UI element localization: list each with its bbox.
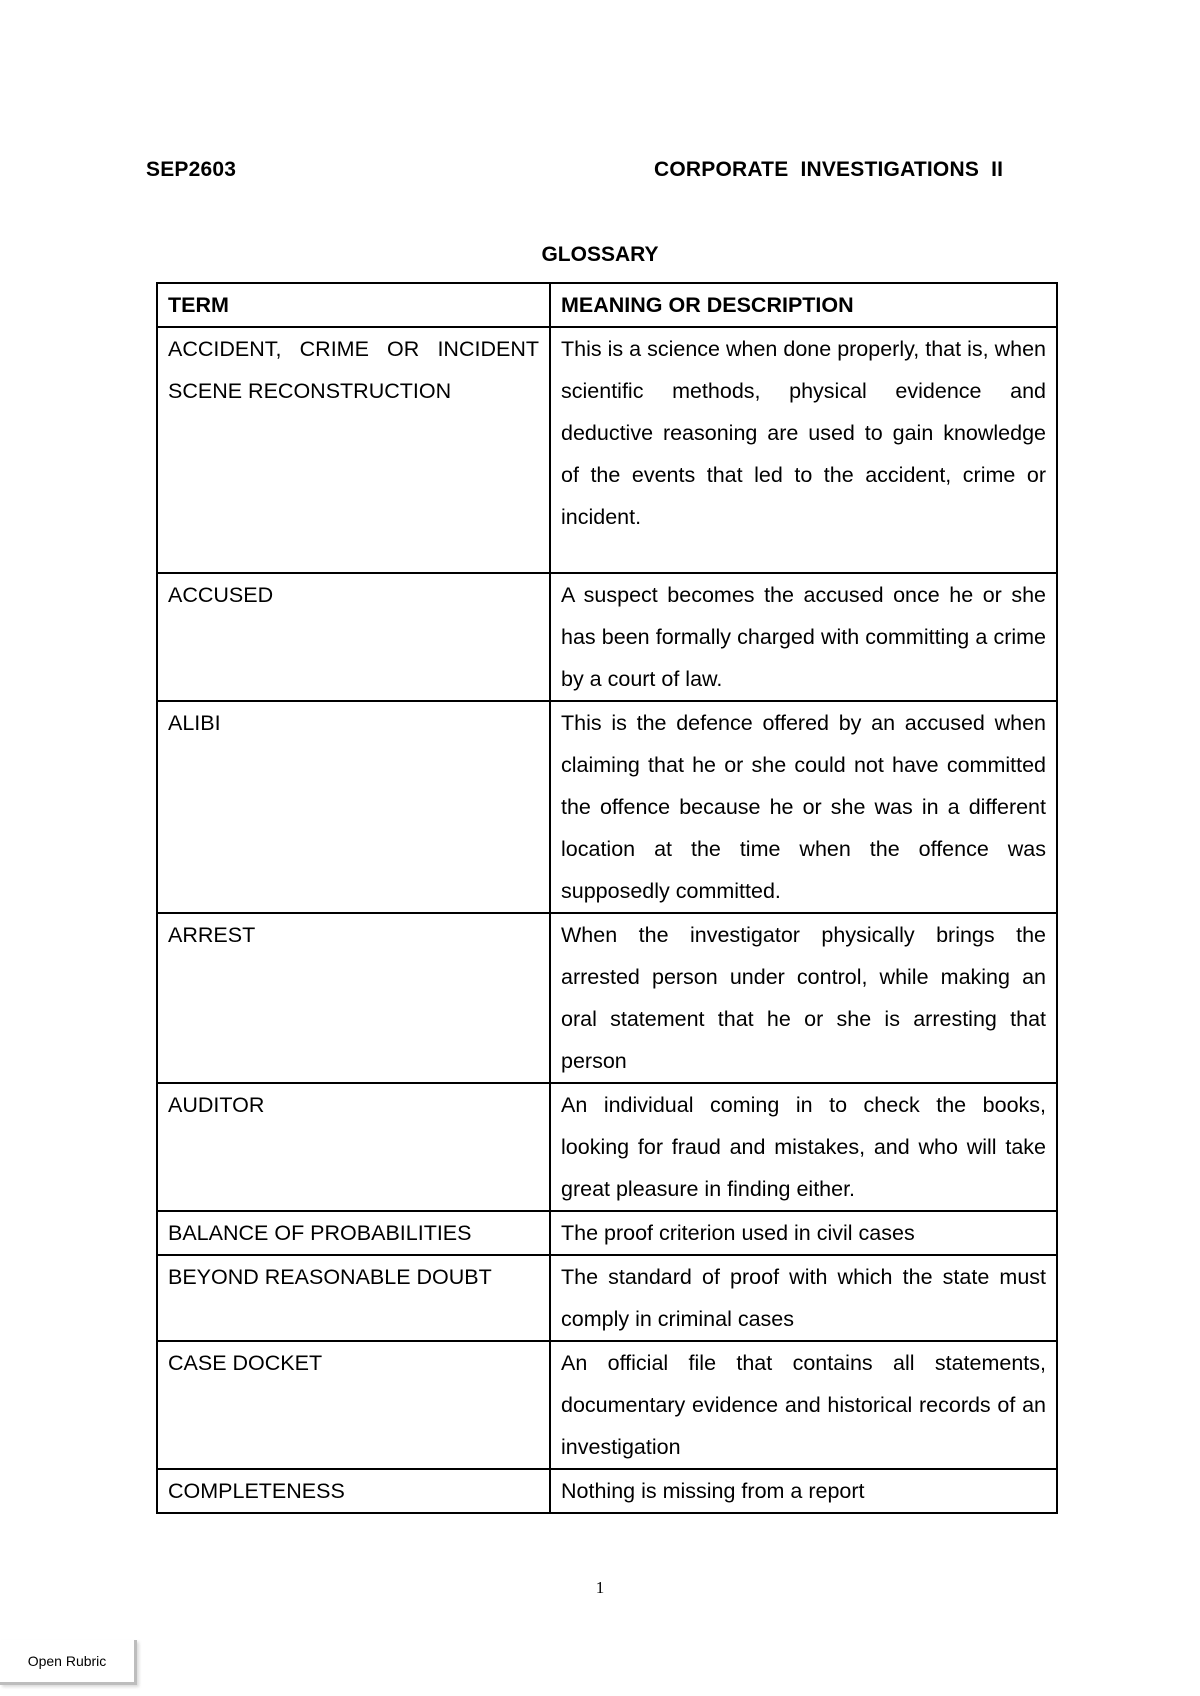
table-row bbox=[157, 327, 1057, 573]
table-row bbox=[157, 1211, 1057, 1255]
meaning-cell: An official file that contains all statements, documentary evidence and historical records of an investigation bbox=[550, 1341, 1057, 1469]
table-row bbox=[157, 1469, 1057, 1513]
table-row bbox=[157, 1341, 1057, 1469]
column-header-term: TERM bbox=[157, 283, 550, 327]
term-cell: ACCIDENT, CRIME OR INCIDENT SCENE RECONSTRUCTION bbox=[157, 327, 550, 573]
meaning-cell: An individual coming in to check the books, looking for fraud and mistakes, and who will take great pleasure in finding either. bbox=[550, 1083, 1057, 1211]
table-row bbox=[157, 701, 1057, 913]
page-number: 1 bbox=[595, 1578, 605, 1597]
term-cell: CASE DOCKET bbox=[157, 1341, 550, 1469]
table-row bbox=[157, 573, 1057, 701]
term-cell: ACCUSED bbox=[157, 573, 550, 701]
page-title: GLOSSARY bbox=[541, 243, 659, 266]
course-code: SEP2603 bbox=[146, 158, 237, 181]
glossary-table bbox=[156, 282, 1058, 1514]
meaning-cell: When the investigator physically brings the arrested person under control, while making an oral statement that he or she is arresting that person bbox=[550, 913, 1057, 1083]
column-header-meaning: MEANING OR DESCRIPTION bbox=[550, 283, 1057, 327]
meaning-cell: A suspect becomes the accused once he or she has been formally charged with committing a crime by a court of law. bbox=[550, 573, 1057, 701]
meaning-cell: This is a science when done properly, that is, when scientific methods, physical evidence and deductive reasoning are used to gain knowledge of the events that led to the accident, crime or incident. bbox=[550, 327, 1057, 573]
meaning-cell: This is the defence offered by an accused when claiming that he or she could not have committed the offence because he or she was in a different location at the time when the offence was supposedly committed. bbox=[550, 701, 1057, 913]
term-cell: BALANCE OF PROBABILITIES bbox=[157, 1211, 550, 1255]
term-cell: BEYOND REASONABLE DOUBT bbox=[157, 1255, 550, 1341]
table-row bbox=[157, 1255, 1057, 1341]
open-rubric-button[interactable]: Open Rubric bbox=[0, 1640, 137, 1685]
term-cell: COMPLETENESS bbox=[157, 1469, 550, 1513]
course-title: CORPORATE INVESTIGATIONS II bbox=[654, 158, 1004, 181]
table-row bbox=[157, 1083, 1057, 1211]
meaning-cell: The proof criterion used in civil cases bbox=[550, 1211, 1057, 1255]
term-cell: AUDITOR bbox=[157, 1083, 550, 1211]
table-row bbox=[157, 913, 1057, 1083]
term-cell: ALIBI bbox=[157, 701, 550, 913]
table-header-row bbox=[157, 283, 1057, 327]
meaning-cell: Nothing is missing from a report bbox=[550, 1469, 1057, 1513]
meaning-cell: The standard of proof with which the state must comply in criminal cases bbox=[550, 1255, 1057, 1341]
term-cell: ARREST bbox=[157, 913, 550, 1083]
